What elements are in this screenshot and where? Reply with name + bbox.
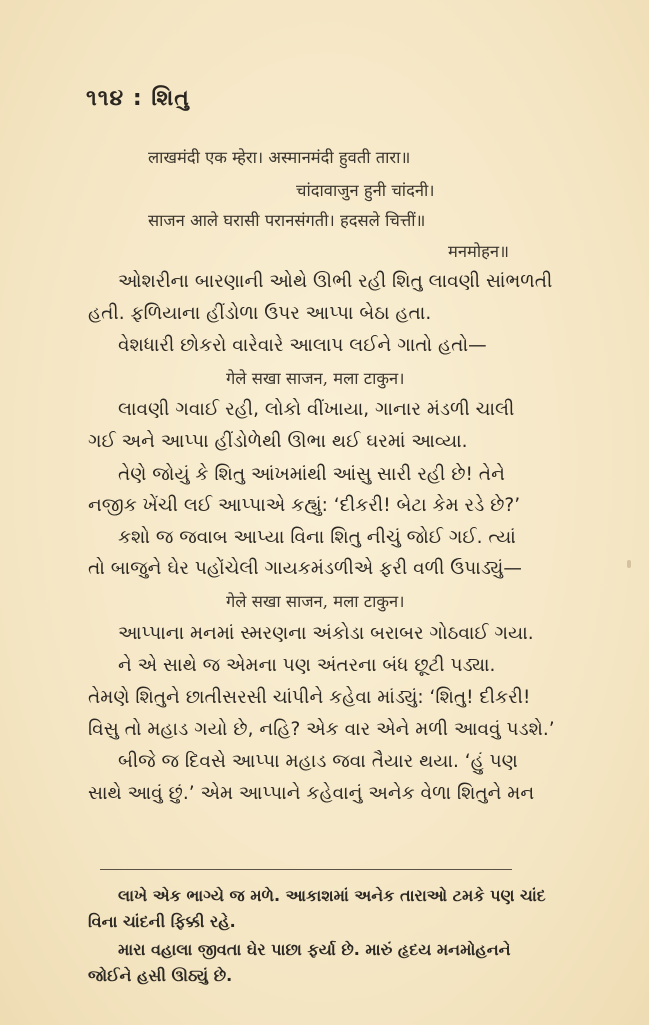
paper-stain — [627, 560, 631, 568]
verse-line: लाखमंदी एक म्हेरा। अस्मानमंदी हुवती तारा॥ — [148, 148, 411, 167]
footnote-divider — [100, 869, 512, 870]
footnote-line: મારા વહાલા જીવતા ઘેર પાછા ફર્યા છે. મારું હૃદય મનમોહનને — [118, 940, 511, 959]
text-line: વિસુ તો મહાડ ગયો છે, નહિ? એક વાર એને મળી આવવું પડશે.’ — [88, 719, 555, 740]
header-separator: : — [132, 86, 143, 111]
text-line: તો બાજુને ઘેર પહોંચેલી ગાયકમંડળીએ ફરી વળી ઉપાડ્યું— — [88, 558, 522, 579]
page-number: ૧૧૪ — [86, 86, 125, 111]
text-line: કશો જ જવાબ આપ્યા વિના શિતુ નીચું જોઈ ગઈ. ત્યાં — [118, 527, 516, 548]
text-line: વેશધારી છોકરો વારેવારે આલાપ લઈને ગાતો હતો— — [118, 335, 487, 356]
text-line: હતી. ફળિયાના હીંડોળા ઉપર આપ્પા બેઠા હતા. — [88, 303, 432, 324]
text-line: બીજે જ દિવસે આપ્પા મહાડ જવા તૈયાર થયા. ‘હું પણ — [118, 751, 518, 772]
footnote-line: વિના ચાંદની ફિક્કી રહે. — [88, 912, 236, 931]
footnote-line: જોઈને હસી ઊઠ્યું છે. — [88, 966, 233, 985]
text-line: સાથે આવું છું.’ એમ આપ્પાને કહેવાનું અનેક વેળા શિતુને મન — [88, 783, 535, 804]
text-line: આપ્પાના મનમાં સ્મરણના અંકોડા બરાબર ગોઠવાઈ ગયા. — [118, 623, 534, 644]
verse-line: गेले सखा साजन, मला टाकुन। — [226, 369, 405, 388]
text-line: ને એ સાથે જ એમના પણ અંતરના બંધ છૂટી પડ્યા. — [118, 655, 496, 676]
verse-line: चांदावाजुन हुनी चांदनी। — [296, 181, 435, 200]
verse-line: साजन आले घरासी परानसंगती। हदसले चित्तीं॥ — [148, 211, 426, 230]
verse-line: गेले सखा साजन, मला टाकुन। — [226, 592, 405, 611]
text-line: નજીક ખેંચી લઈ આપ્પાએ કહ્યું: ‘દીકરી! બેટા કેમ રડે છે?’ — [88, 495, 521, 516]
text-line: ગઈ અને આપ્પા હીંડોળેથી ઊભા થઈ ઘરમાં આવ્યા. — [88, 431, 468, 452]
page-header — [86, 86, 190, 111]
text-line: તેમણે શિતુને છાતીસરસી ચાંપીને કહેવા માંડ્યું: ‘શિતુ! દીકરી! — [88, 687, 531, 708]
text-line: ઓશરીના બારણાની ઓથે ઊભી રહી શિતુ લાવણી સાંભળતી — [118, 271, 553, 292]
text-line: તેણે જોયું કે શિતુ આંખમાંથી આંસુ સારી રહી છે! તેને — [118, 464, 505, 485]
footnote-line: લાખે એક ભાગ્યે જ મળે. આકાશમાં અનેક તારાઓ ટમકે પણ ચાંદ — [118, 886, 546, 905]
text-line: લાવણી ગવાઈ રહી, લોકો વીંખાયા, ગાનાર મંડળી ચાલી — [118, 399, 515, 420]
running-title: શિતુ — [151, 86, 190, 111]
verse-line: मनमोहन॥ — [448, 242, 509, 261]
